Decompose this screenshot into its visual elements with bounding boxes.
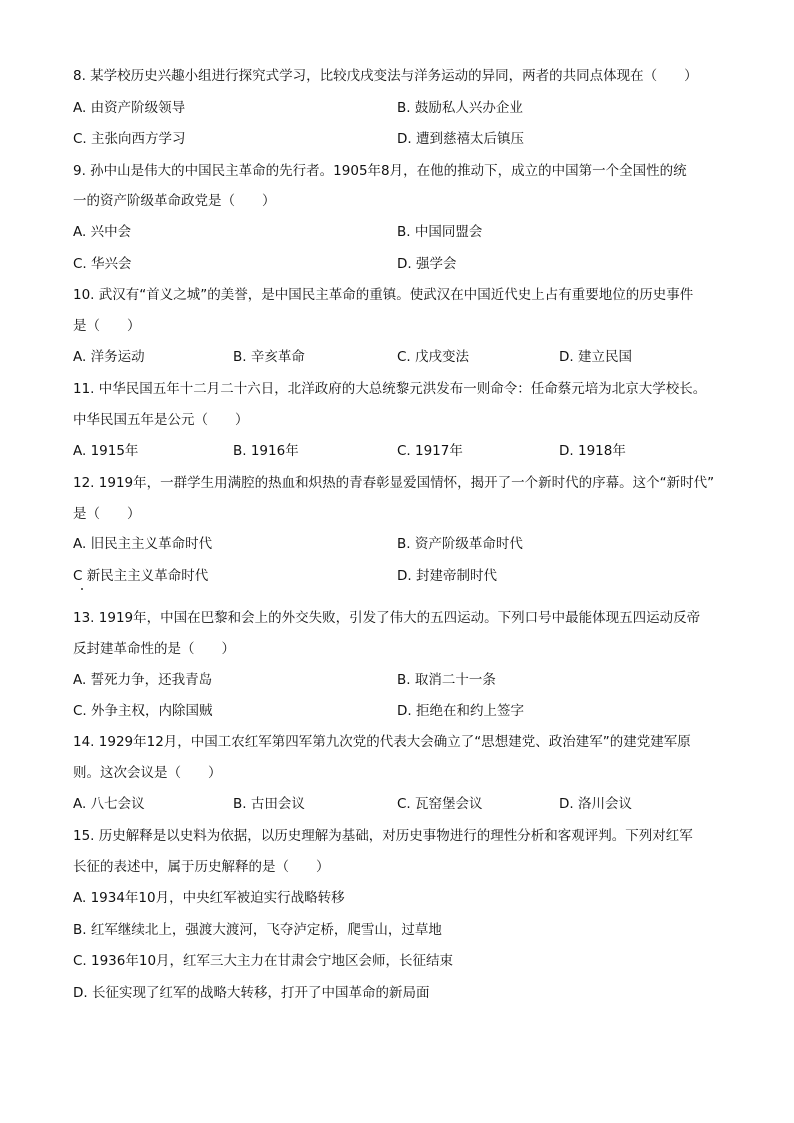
question-15-stem-line-1: 15. 历史解释是以史料为依据，以历史理解为基础，对历史事物进行的理性分析和客观评判。下列对红军 [73,828,693,844]
question-9-option-d: D. 强学会 [397,256,457,272]
question-9-stem-line-1: 9. 孙中山是伟大的中国民主革命的先行者。1905年8月，在他的推动下，成立的中国第一个全国性的统 [73,163,687,179]
stray-dot [81,588,83,590]
question-10-option-d: D. 建立民国 [559,349,632,365]
question-11-stem-line-1: 11. 中华民国五年十二月二十六日，北洋政府的大总统黎元洪发布一则命令：任命蔡元培为北京大学校长。 [73,381,707,397]
question-9-option-c: C. 华兴会 [73,256,132,272]
question-14-option-d: D. 洛川会议 [559,796,632,812]
question-11-option-d: D. 1918年 [559,443,626,459]
question-14-stem-line-2: 则。这次会议是（ ） [73,765,222,781]
question-12-stem-line-1: 12. 1919年，一群学生用满腔的热血和炽热的青春彰显爱国情怀，揭开了一个新时代的序幕。这个“新时代” [73,475,715,491]
question-9-stem-line-2: 一的资产阶级革命政党是（ ） [73,193,276,209]
question-8-option-d: D. 遭到慈禧太后镇压 [397,131,524,147]
question-11-option-c: C. 1917年 [397,443,463,459]
question-10-option-a: A. 洋务运动 [73,349,145,365]
question-13-option-d: D. 拒绝在和约上签字 [397,703,524,719]
question-15-option-d: D. 长征实现了红军的战略大转移，打开了中国革命的新局面 [73,985,430,1001]
question-15-stem-line-2: 长征的表述中，属于历史解释的是（ ） [73,859,330,875]
question-8-option-a: A. 由资产阶级领导 [73,100,186,116]
question-13-option-c: C. 外争主权，内除国贼 [73,703,213,719]
question-12-option-a: A. 旧民主主义革命时代 [73,536,213,552]
question-8-option-c: C. 主张向西方学习 [73,131,186,147]
question-10-option-c: C. 戊戌变法 [397,349,470,365]
question-14-option-b: B. 古田会议 [233,796,305,812]
question-12-option-d: D. 封建帝制时代 [397,568,497,584]
question-14-option-a: A. 八七会议 [73,796,145,812]
question-13-option-b: B. 取消二十一条 [397,672,496,688]
question-9-option-a: A. 兴中会 [73,224,132,240]
question-10-option-b: B. 辛亥革命 [233,349,305,365]
question-15-option-c: C. 1936年10月，红军三大主力在甘肃会宁地区会师，长征结束 [73,953,454,969]
question-15-option-a: A. 1934年10月，中央红军被迫实行战略转移 [73,890,345,906]
question-11-option-a: A. 1915年 [73,443,139,459]
question-9-option-b: B. 中国同盟会 [397,224,483,240]
question-12-option-b: B. 资产阶级革命时代 [397,536,523,552]
question-11-stem-line-2: 中华民国五年是公元（ ） [73,412,249,428]
question-11-option-b: B. 1916年 [233,443,299,459]
question-8-stem: 8. 某学校历史兴趣小组进行探究式学习，比较戊戌变法与洋务运动的异同，两者的共同点体现在（ ） [73,68,698,84]
question-14-stem-line-1: 14. 1929年12月，中国工农红军第四军第九次党的代表大会确立了“思想建党、政治建军”的建党建军原 [73,734,691,750]
question-13-stem-line-1: 13. 1919年，中国在巴黎和会上的外交失败，引发了伟大的五四运动。下列口号中最能体现五四运动反帝 [73,610,701,626]
question-13-stem-line-2: 反封建革命性的是（ ） [73,641,235,657]
question-14-option-c: C. 瓦窑堡会议 [397,796,483,812]
question-10-stem-line-2: 是（ ） [73,318,141,334]
question-13-option-a: A. 誓死力争，还我青岛 [73,672,213,688]
question-8-option-b: B. 鼓励私人兴办企业 [397,100,523,116]
question-12-stem-line-2: 是（ ） [73,506,141,522]
question-10-stem-line-1: 10. 武汉有“首义之城”的美誉，是中国民主革命的重镇。使武汉在中国近代史上占有重要地位的历史事件 [73,287,694,303]
question-12-option-c: C 新民主主义革命时代 [73,568,209,584]
question-15-option-b: B. 红军继续北上，强渡大渡河，飞夺泸定桥，爬雪山，过草地 [73,922,442,938]
